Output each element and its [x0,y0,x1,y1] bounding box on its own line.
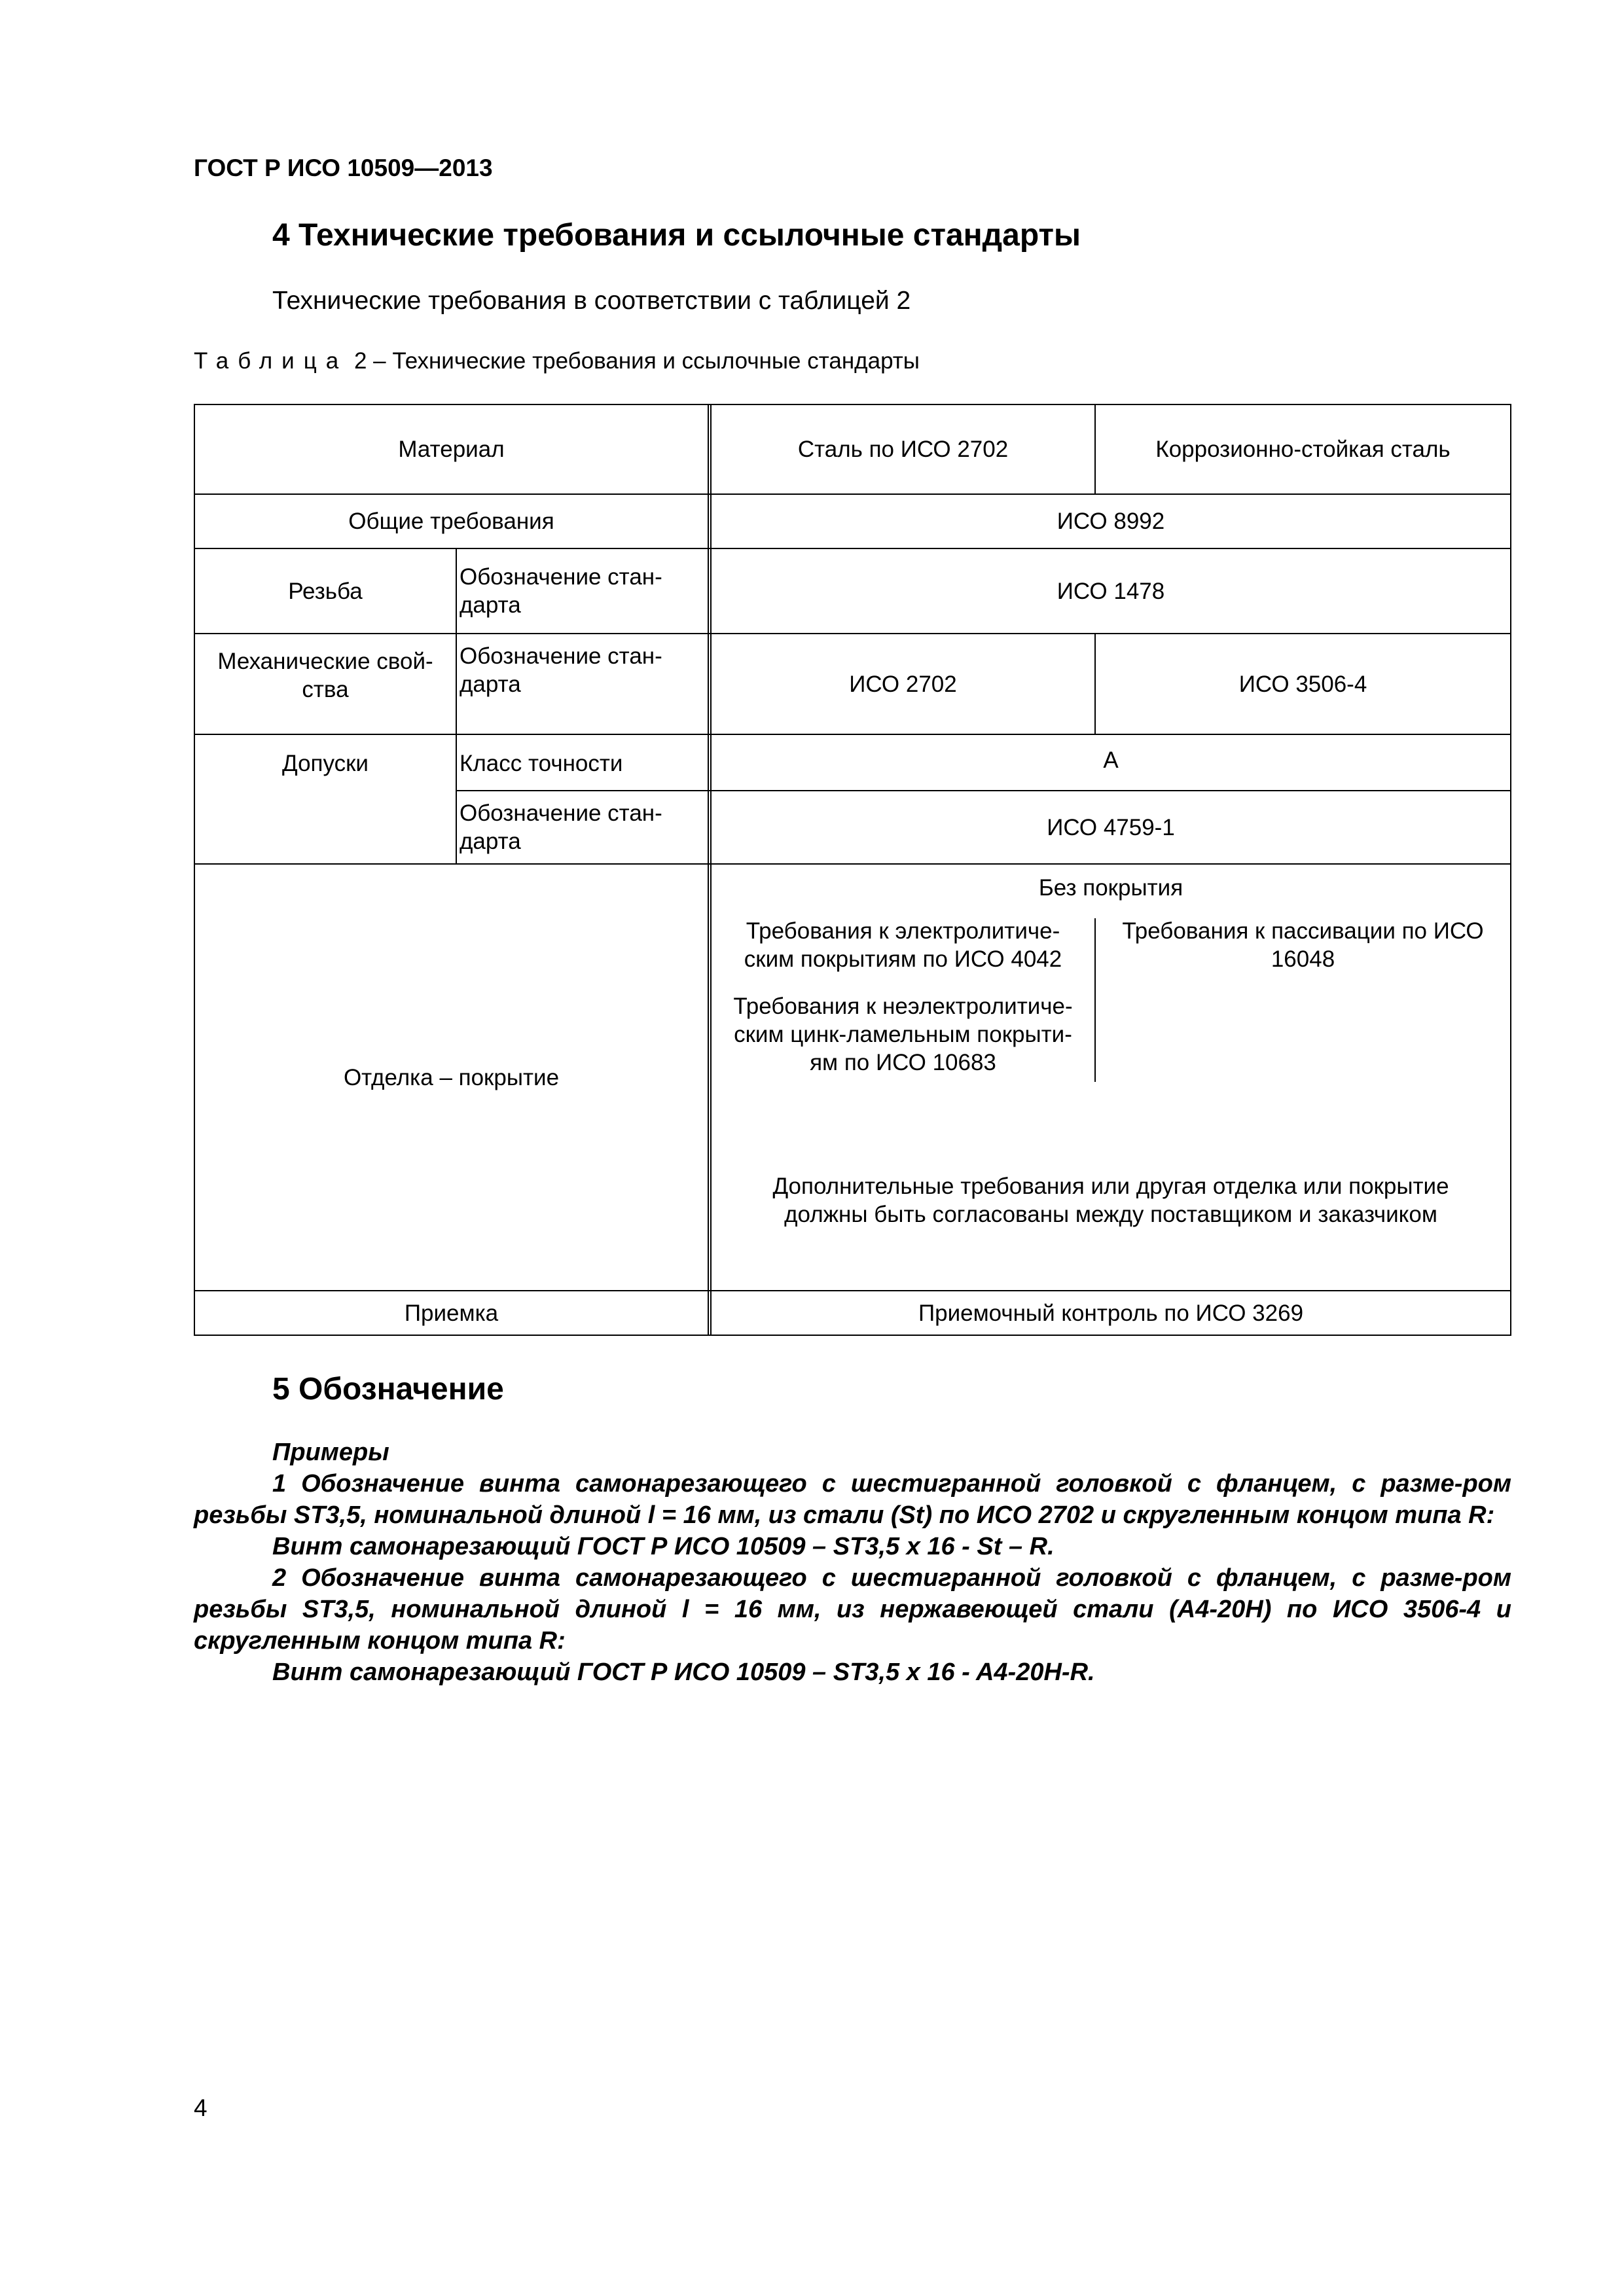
example-2-designation: Винт самонарезающий ГОСТ Р ИСО 10509 – ST3,5 x 16 - A4-20H-R. [272,1659,1095,1686]
header-steel: Сталь по ИСО 2702 [797,437,1009,462]
accuracy-class-label: Класс точности [460,750,623,776]
examples-label: Примеры [272,1439,389,1466]
additional-requirements: Дополнительные требования или другая отделка или покрытие должны быть согласованы между поставщиком и заказчиком [772,1174,1449,1227]
tolerances-std: ИСО 4759-1 [1047,814,1175,840]
section-4-intro: Технические требования в соответствии с таблицей 2 [272,287,911,315]
document-code: ГОСТ Р ИСО 10509—2013 [194,154,493,181]
mechanical-label: Механические свой- ства [217,649,433,702]
mechanical-steel-std: ИСО 2702 [849,671,957,697]
general-requirements-std: ИСО 8992 [1056,509,1165,534]
example-1-text: 1 Обозначение винта самонарезающего с шестигранной головкой с фланцем, с разме-ром резьбы ST3,5, номинальной длиной l = 16 мм, из стали (St) по ИСО 2702 и скругленным концом типа R: [194,1470,1511,1529]
tolerances-std-designation: Обозначение стан- дарта [460,800,662,854]
thread-label: Резьба [288,578,363,604]
requirements-table [194,404,1511,1336]
designation-examples [194,1437,1511,1688]
tolerances-label: Допуски [282,750,369,776]
mechanical-stainless-std: ИСО 3506-4 [1238,671,1367,697]
page-number: 4 [194,2094,208,2121]
acceptance-std: Приемочный контроль по ИСО 3269 [918,1300,1304,1326]
accuracy-class-value: А [1103,747,1119,773]
section-4-title: 4 Технические требования и ссылочные стандарты [272,218,1081,253]
header-stainless: Коррозионно-стойкая сталь [1155,437,1451,462]
header-material: Материал [398,437,505,462]
non-electrolytic-coating-req: Требования к неэлектролитиче- ским цинк-ламельным покрыти- ям по ИСО 10683 [733,994,1073,1075]
thread-std: ИСО 1478 [1056,578,1165,604]
general-requirements-label: Общие требования [348,509,554,534]
mechanical-std-designation: Обозначение стан- дарта [460,643,662,697]
example-2-text: 2 Обозначение винта самонарезающего с шестигранной головкой с фланцем, с разме-ром резьбы ST3,5, номинальной длиной l = 16 мм, из нержавеющей стали (А4-20H) по ИСО 3506-4 и скругленным концом типа R: [194,1564,1511,1655]
table-caption-text: 2 – Технические требования и ссылочные стандарты [353,348,920,374]
example-1-designation: Винт самонарезающий ГОСТ Р ИСО 10509 – ST3,5 x 16 - St – R. [272,1533,1055,1560]
thread-std-designation: Обозначение стан- дарта [460,564,662,618]
electrolytic-coating-req: Требования к электролитиче- ским покрытиям по ИСО 4042 [744,918,1062,972]
passivation-req: Требования к пассивации по ИСО 16048 [1122,918,1484,972]
acceptance-label: Приемка [404,1300,499,1326]
no-coating: Без покрытия [1038,874,1183,901]
table-caption [194,348,920,374]
section-5-title: 5 Обозначение [272,1372,504,1407]
table-caption-word: Таблица [194,348,348,374]
finish-label: Отделка – покрытие [343,1064,560,1090]
